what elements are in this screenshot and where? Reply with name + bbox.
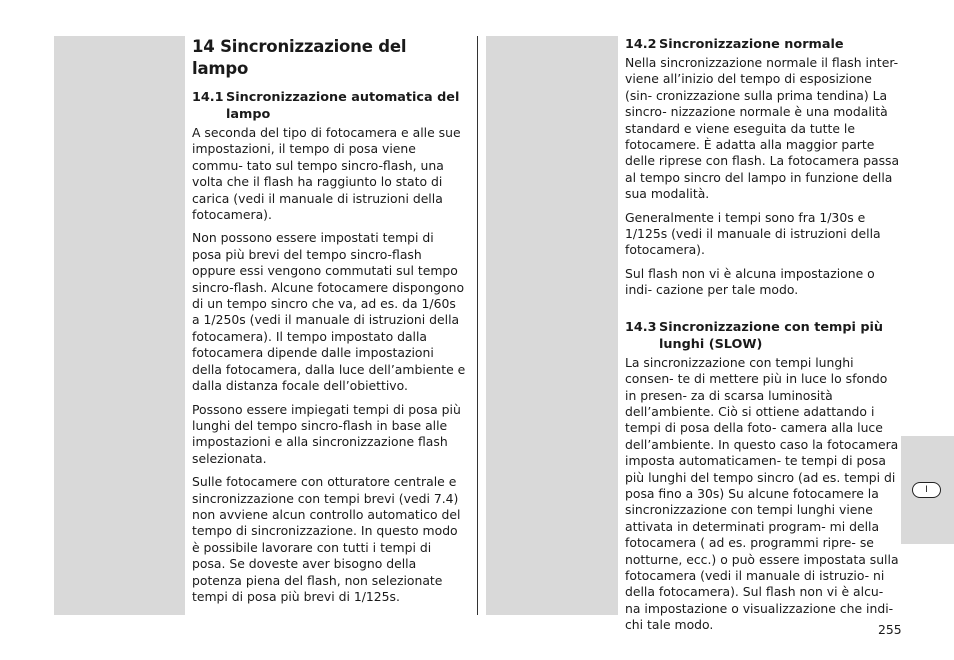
paragraph: Possono essere impiegati tempi di posa più lunghi del tempo sincro-flash in base alle impostazioni e alla sincronizzazione flash selezionata. <box>192 401 461 466</box>
subheading-number: 14.2 <box>625 37 657 52</box>
middle-margin-band <box>486 36 618 615</box>
page-number: 255 <box>878 622 902 637</box>
language-tab <box>901 436 954 544</box>
paragraph: Sulle fotocamere con otturatore centrale e sincronizzazione con tempi brevi (vedi 7.4) non avviene alcun controllo automatico del tempo di sincronizzazione. In questo modo è possibile lavorare con tutti i tempi di posa. Se doveste aver bisogno della potenza piena del flash, non selezionate tempi di posa più brevi di 1/125s. <box>192 474 461 604</box>
subheading-14-2 <box>625 36 900 53</box>
left-margin-band <box>54 36 185 615</box>
paragraph: La sincronizzazione con tempi lunghi consen- te di mettere più in luce lo sfondo in presen- za di scarsa luminosità dell’ambiente. Ciò si ottiene adattando i tempi di posa della foto- camera alla luce dell’ambiente. In questo caso la fotocamera imposta automaticamen- te tempi di posa più lunghi del tempo sincro (ad es. tempi di posa fino a 30s) Su alcune fotocamere la sincronizzazione con tempi lunghi viene attivata in determinati program- mi della fotocamera ( ad es. programmi ripre- se notturne, ecc.) o può essere impostata sulla fotocamera (vedi il manuale di istruzio- ni della fotocamera). Sul flash non vi è alcu- na impostazione o visualizzazione che indi- chi tale modo. <box>625 354 899 633</box>
paragraph: A seconda del tipo di fotocamera e alle sue impostazioni, il tempo di posa viene commu- tato sul tempo sincro-flash, una volta che il flash ha raggiunto lo stato di carica (vedi il manuale di istruzioni della fotocamera). <box>192 125 461 223</box>
paragraph: Nella sincronizzazione normale il flash inter- viene all’inizio del tempo di esposizione (sin- cronizzazione sulla prima tendina) La sincro- nizzazione normale è una modalità standard e viene eseguita da tutte le fotocamere. È adatta alla maggior parte delle riprese con flash. La fotocamera passa al tempo sincro del lampo in funzione della sua modalità. <box>625 55 900 202</box>
column-divider <box>477 36 478 615</box>
paragraph: Sul flash non vi è alcuna impostazione o indi- cazione per tale modo. <box>625 265 875 298</box>
subheading-text: Sincronizzazione con tempi più lunghi (SLOW) <box>659 319 884 352</box>
paragraph: Generalmente i tempi sono fra 1/30s e 1/125s (vedi il manuale di istruzioni della fotocamera). <box>625 209 881 258</box>
paragraph: Non possono essere impostati tempi di posa più brevi del tempo sincro-flash oppure essi vengono commutati sul tempo sincro-flash. Alcune fotocamere dispongono di un tempo sincro che va, ad es. da 1/60s a 1/250s (vedi il manuale di istruzioni della fotocamera). Il tempo impostato dalla fotocamera dipende dalle impostazioni della fotocamera, dalla luce dell’ambiente e dalla distanza focale dell’obiettivo. <box>192 230 466 394</box>
subheading-14-1 <box>192 89 467 123</box>
subheading-text: Sincronizzazione automatica del lampo <box>226 90 460 122</box>
subheading-14-3 <box>625 319 900 353</box>
section-title: 14 Sincronizzazione del lampo <box>192 37 407 78</box>
subheading-number: 14.1 <box>192 90 224 105</box>
section-gap <box>625 306 900 319</box>
language-badge: I <box>912 482 941 498</box>
left-column <box>192 36 467 612</box>
right-column <box>625 36 900 641</box>
subheading-number: 14.3 <box>625 319 657 335</box>
subheading-text: Sincronizzazione normale <box>659 37 844 52</box>
